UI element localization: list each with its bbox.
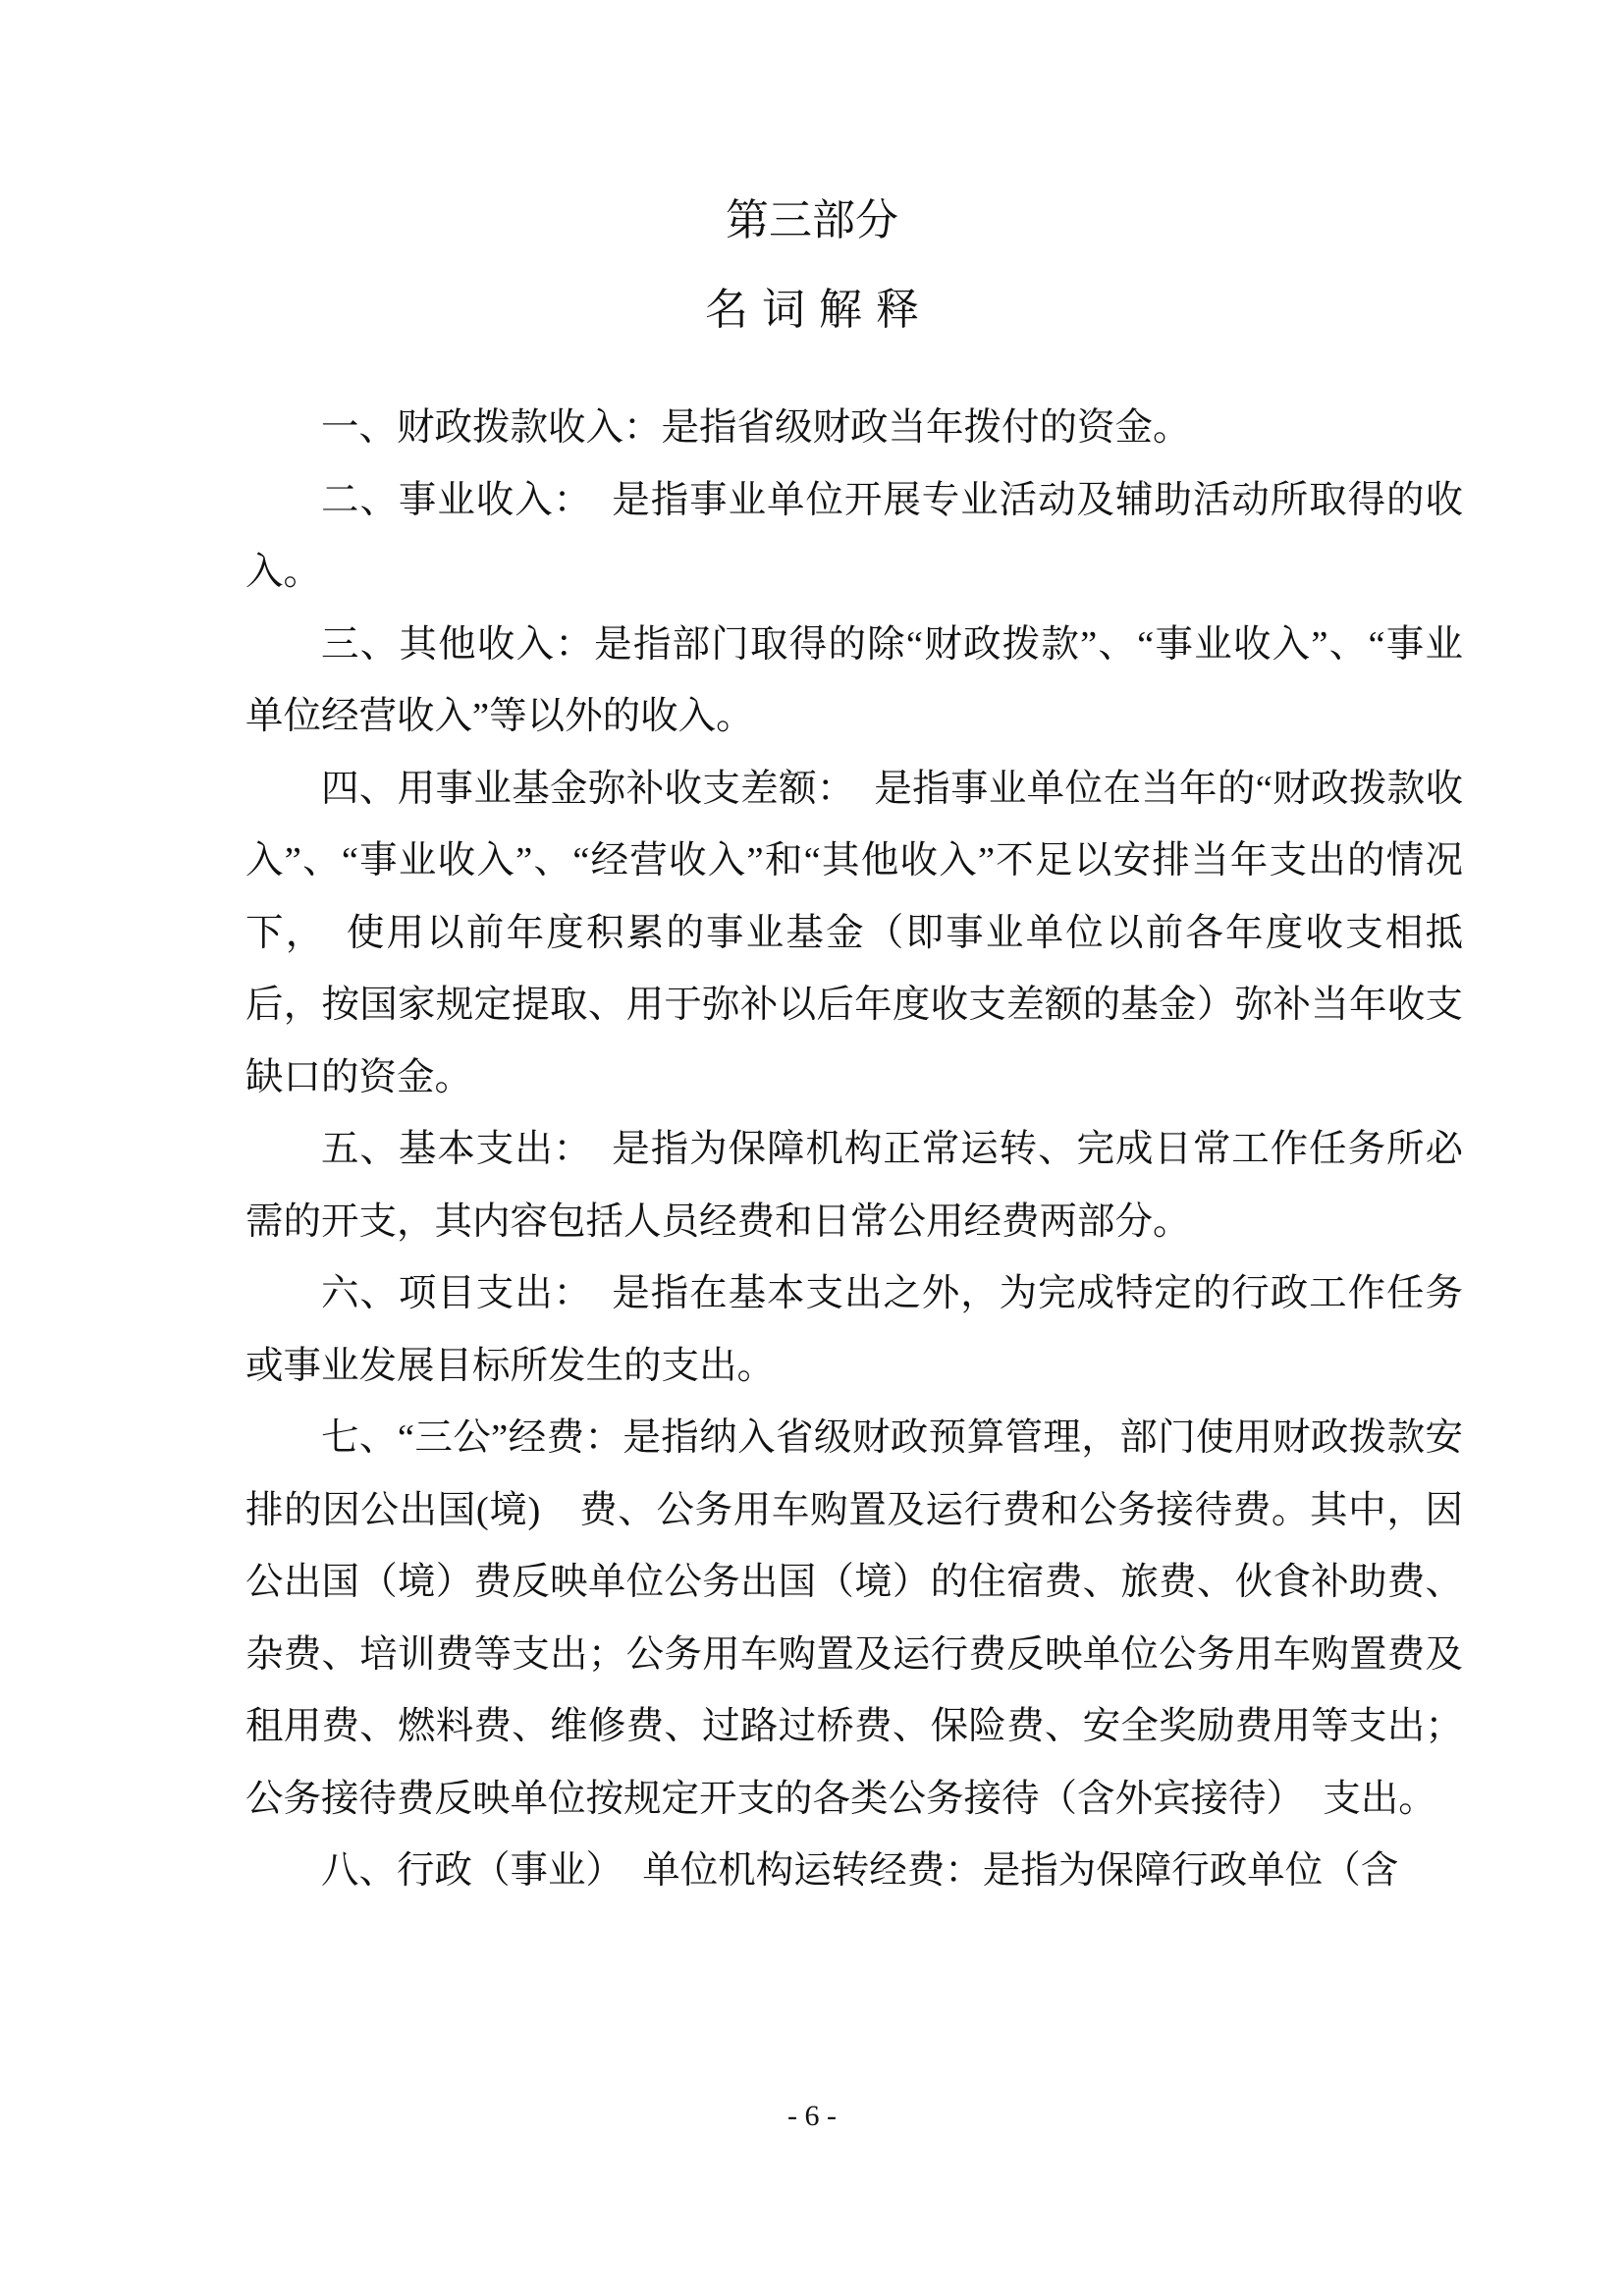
definition-paragraph-5: 五、基本支出： 是指为保障机构正常运转、完成日常工作任务所必需的开支，其内容包括人员经费和日常公用经费两部分。 xyxy=(245,1129,1463,1243)
definition-paragraph-2: 二、事业收入： 是指事业单位开展专业活动及辅助活动所取得的收入。 xyxy=(245,479,1463,593)
page-title: 第三部分 xyxy=(726,195,898,245)
document-body xyxy=(245,393,1463,1908)
definition-paragraph-6: 六、项目支出： 是指在基本支出之外，为完成特定的行政工作任务或事业发展目标所发生的支出。 xyxy=(245,1273,1463,1387)
definition-paragraph-3: 三、其他收入：是指部门取得的除“财政拨款”、“事业收入”、“事业单位经营收入”等以外的收入。 xyxy=(245,623,1463,737)
definition-paragraph-1: 一、财政拨款收入：是指省级财政当年拨付的资金。 xyxy=(321,407,1191,449)
page-subtitle: 名 词 解 释 xyxy=(705,285,919,335)
definition-paragraph-7: 七、“三公”经费：是指纳入省级财政预算管理，部门使用财政拨款安排的因公出国(境) 费、公务用车购置及运行费和公务接待费。其中，因公出国（境）费反映单位公务出国（境）的住宿费、旅费、伙食补助费、杂费、培训费等支出；公务用车购置及运行费反映单位公务用车购置费及租用费、燃料费、维修费、过路过桥费、保险费、安全奖励费用等支出；公务接待费反映单位按规定开支的各类公务接待（含外宾接待） 支出。 xyxy=(245,1417,1463,1820)
definition-paragraph-8: 八、行政（事业） 单位机构运转经费：是指为保障行政单位（含 xyxy=(321,1850,1399,1892)
definition-paragraph-4: 四、用事业基金弥补收支差额： 是指事业单位在当年的“财政拨款收入”、“事业收入”、“经营收入”和“其他收入”不足以安排当年支出的情况下， 使用以前年度积累的事业基金（即事业单位以前各年度收支相抵后，按国家规定提取、用于弥补以后年度收支差额的基金）弥补当年收支缺口的资金。 xyxy=(245,768,1463,1098)
page-number: - 6 - xyxy=(787,2100,837,2132)
